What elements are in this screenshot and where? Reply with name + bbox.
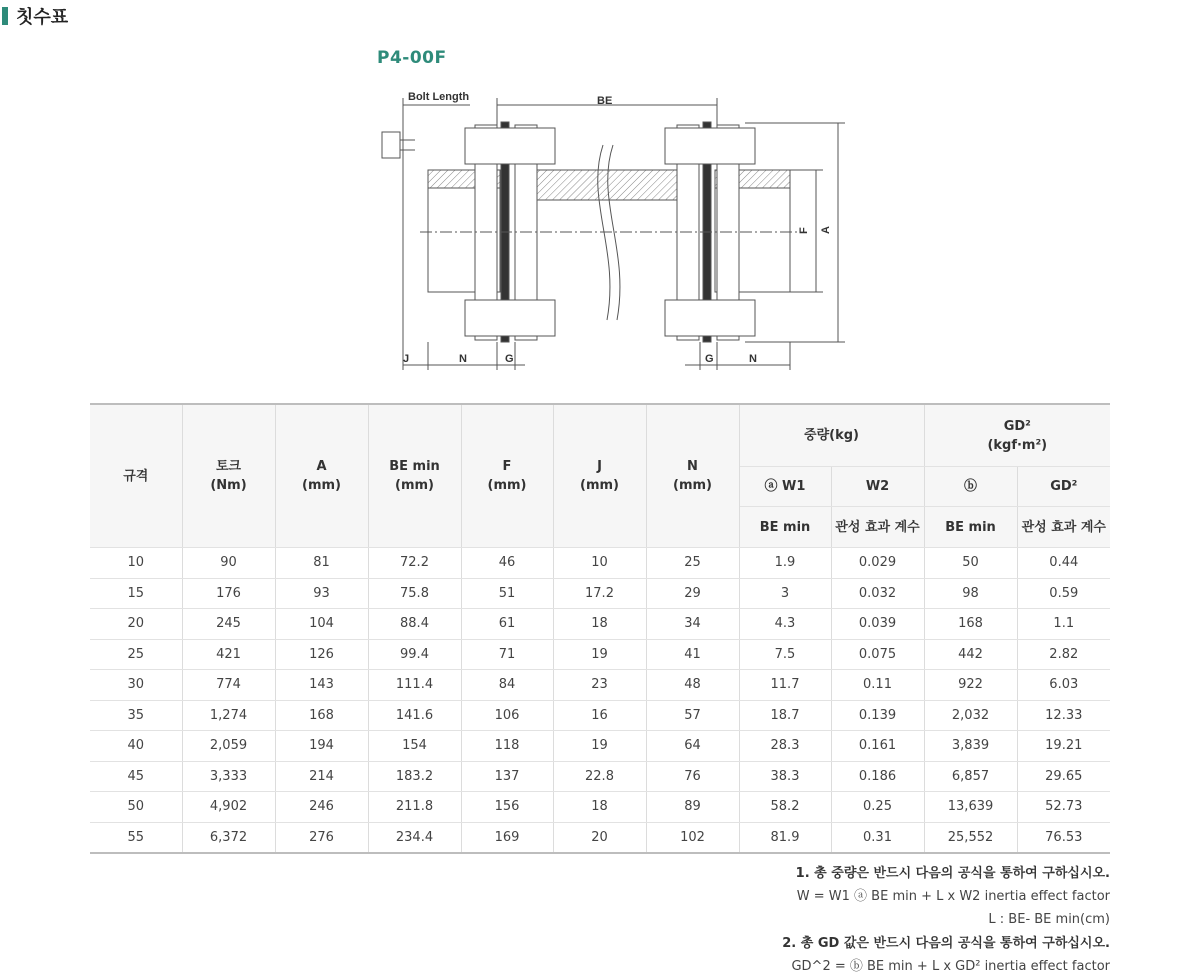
table-cell: 13,639 <box>924 792 1017 823</box>
table-cell: 45 <box>90 761 182 792</box>
table-cell: 34 <box>646 609 739 640</box>
table-cell: 137 <box>461 761 553 792</box>
coupling-dimension-drawing <box>375 80 845 375</box>
note-1: 1. 총 중량은 반드시 다음의 공식을 통하여 구하십시오. <box>795 866 1110 881</box>
table-cell: 38.3 <box>739 761 831 792</box>
table-cell: 25 <box>646 548 739 579</box>
table-cell: 18 <box>553 792 646 823</box>
table-cell: 16 <box>553 700 646 731</box>
table-cell: 0.075 <box>831 639 924 670</box>
f-label: F <box>798 227 810 234</box>
table-cell: 41 <box>646 639 739 670</box>
table-row <box>90 761 1110 792</box>
table-cell: 3,839 <box>924 731 1017 762</box>
table-cell: 71 <box>461 639 553 670</box>
table-cell: 55 <box>90 822 182 853</box>
table-cell: 12.33 <box>1017 700 1110 731</box>
header-inertia: 관성 효과 계수 <box>831 507 924 548</box>
table-cell: 20 <box>90 609 182 640</box>
table-cell: 19 <box>553 731 646 762</box>
header-f: F (mm) <box>461 404 553 548</box>
be-label: BE <box>597 95 613 107</box>
bolt-length-label: Bolt Length <box>408 91 470 103</box>
table-cell: 20 <box>553 822 646 853</box>
table-cell: 29.65 <box>1017 761 1110 792</box>
table-cell: 2.82 <box>1017 639 1110 670</box>
table-row <box>90 548 1110 579</box>
table-cell: 48 <box>646 670 739 701</box>
table-cell: 93 <box>275 578 368 609</box>
header-gd2-sub: GD² <box>1017 467 1110 507</box>
table-cell: 102 <box>646 822 739 853</box>
table-cell: 18 <box>553 609 646 640</box>
header-w2: W2 <box>831 467 924 507</box>
table-cell: 51 <box>461 578 553 609</box>
table-cell: 19 <box>553 639 646 670</box>
title-accent-bar <box>2 7 8 25</box>
table-cell: 6.03 <box>1017 670 1110 701</box>
header-torque: 토크 (Nm) <box>182 404 275 548</box>
table-cell: 0.039 <box>831 609 924 640</box>
table-cell: 57 <box>646 700 739 731</box>
table-cell: 50 <box>90 792 182 823</box>
table-cell: 183.2 <box>368 761 461 792</box>
table-cell: 0.31 <box>831 822 924 853</box>
header-b-mark: ⓑ <box>924 467 1017 507</box>
table-row <box>90 792 1110 823</box>
table-row <box>90 822 1110 853</box>
table-cell: 10 <box>553 548 646 579</box>
n-label-left: N <box>459 353 467 365</box>
table-cell: 154 <box>368 731 461 762</box>
table-cell: 98 <box>924 578 1017 609</box>
table-cell: 1,274 <box>182 700 275 731</box>
table-row <box>90 670 1110 701</box>
table-row <box>90 609 1110 640</box>
table-cell: 99.4 <box>368 639 461 670</box>
table-cell: 89 <box>646 792 739 823</box>
note-2: 2. 총 GD 값은 반드시 다음의 공식을 통하여 구하십시오. <box>782 935 1110 951</box>
table-cell: 72.2 <box>368 548 461 579</box>
table-cell: 64 <box>646 731 739 762</box>
table-cell: 76 <box>646 761 739 792</box>
table-cell: 0.11 <box>831 670 924 701</box>
table-cell: 211.8 <box>368 792 461 823</box>
table-cell: 234.4 <box>368 822 461 853</box>
table-cell: 4.3 <box>739 609 831 640</box>
a-label: A <box>820 226 832 234</box>
table-cell: 3 <box>739 578 831 609</box>
note-weight-formula: W = W1 ⓐ BE min + L x W2 inertia effect factor <box>796 889 1110 905</box>
table-cell: 61 <box>461 609 553 640</box>
header-w1: ⓐ W1 <box>739 467 831 507</box>
table-row <box>90 731 1110 762</box>
header-gd2: GD² (kgf·m²) <box>924 404 1110 467</box>
table-cell: 118 <box>461 731 553 762</box>
table-cell: 25 <box>90 639 182 670</box>
table-cell: 15 <box>90 578 182 609</box>
table-cell: 156 <box>461 792 553 823</box>
section-title <box>0 4 68 28</box>
table-cell: 922 <box>924 670 1017 701</box>
table-cell: 0.139 <box>831 700 924 731</box>
table-cell: 76.53 <box>1017 822 1110 853</box>
table-cell: 17.2 <box>553 578 646 609</box>
header-inertia2: 관성 효과 계수 <box>1017 507 1110 548</box>
table-cell: 0.186 <box>831 761 924 792</box>
table-cell: 176 <box>182 578 275 609</box>
table-cell: 90 <box>182 548 275 579</box>
formula-notes <box>782 862 1110 978</box>
table-cell: 245 <box>182 609 275 640</box>
table-cell: 276 <box>275 822 368 853</box>
table-cell: 81.9 <box>739 822 831 853</box>
table-cell: 214 <box>275 761 368 792</box>
table-cell: 0.44 <box>1017 548 1110 579</box>
table-row <box>90 578 1110 609</box>
n-label-right: N <box>749 353 757 365</box>
table-cell: 88.4 <box>368 609 461 640</box>
table-cell: 0.161 <box>831 731 924 762</box>
table-cell: 6,372 <box>182 822 275 853</box>
table-cell: 126 <box>275 639 368 670</box>
table-cell: 1.1 <box>1017 609 1110 640</box>
table-row <box>90 639 1110 670</box>
table-cell: 50 <box>924 548 1017 579</box>
table-cell: 18.7 <box>739 700 831 731</box>
table-cell: 168 <box>275 700 368 731</box>
table-cell: 0.029 <box>831 548 924 579</box>
table-cell: 421 <box>182 639 275 670</box>
table-cell: 25,552 <box>924 822 1017 853</box>
table-cell: 52.73 <box>1017 792 1110 823</box>
table-cell: 28.3 <box>739 731 831 762</box>
note-gd2-formula: GD^2 = ⓑ BE min + L x GD² inertia effect factor <box>791 958 1110 974</box>
table-cell: 169 <box>461 822 553 853</box>
table-cell: 106 <box>461 700 553 731</box>
note-l-definition: L : BE- BE min(cm) <box>988 912 1110 928</box>
table-cell: 104 <box>275 609 368 640</box>
table-cell: 246 <box>275 792 368 823</box>
table-cell: 1.9 <box>739 548 831 579</box>
table-cell: 0.59 <box>1017 578 1110 609</box>
table-cell: 10 <box>90 548 182 579</box>
g-label-left: G <box>505 353 514 365</box>
table-cell: 2,059 <box>182 731 275 762</box>
header-a: A (mm) <box>275 404 368 548</box>
table-cell: 35 <box>90 700 182 731</box>
header-be-min-sub2: BE min <box>924 507 1017 548</box>
table-cell: 29 <box>646 578 739 609</box>
table-cell: 0.032 <box>831 578 924 609</box>
header-size: 규격 <box>90 404 182 548</box>
table-cell: 774 <box>182 670 275 701</box>
table-cell: 143 <box>275 670 368 701</box>
table-cell: 58.2 <box>739 792 831 823</box>
table-cell: 141.6 <box>368 700 461 731</box>
j-label: J <box>403 353 410 365</box>
table-cell: 46 <box>461 548 553 579</box>
header-j: J (mm) <box>553 404 646 548</box>
table-cell: 168 <box>924 609 1017 640</box>
table-cell: 0.25 <box>831 792 924 823</box>
table-cell: 75.8 <box>368 578 461 609</box>
table-cell: 81 <box>275 548 368 579</box>
table-cell: 11.7 <box>739 670 831 701</box>
header-be-min-sub: BE min <box>739 507 831 548</box>
g-label-right: G <box>705 353 714 365</box>
table-cell: 442 <box>924 639 1017 670</box>
table-cell: 23 <box>553 670 646 701</box>
model-name: P4-00F <box>377 48 447 68</box>
table-cell: 194 <box>275 731 368 762</box>
table-cell: 4,902 <box>182 792 275 823</box>
header-be-min: BE min (mm) <box>368 404 461 548</box>
table-cell: 30 <box>90 670 182 701</box>
table-cell: 22.8 <box>553 761 646 792</box>
table-cell: 2,032 <box>924 700 1017 731</box>
table-cell: 84 <box>461 670 553 701</box>
dimension-table <box>90 403 1110 854</box>
table-row <box>90 700 1110 731</box>
table-cell: 6,857 <box>924 761 1017 792</box>
header-weight: 중량(kg) <box>739 404 924 467</box>
table-cell: 40 <box>90 731 182 762</box>
table-cell: 19.21 <box>1017 731 1110 762</box>
section-title-text: 칫수표 <box>16 7 69 28</box>
table-cell: 3,333 <box>182 761 275 792</box>
table-cell: 111.4 <box>368 670 461 701</box>
table-cell: 7.5 <box>739 639 831 670</box>
header-n: N (mm) <box>646 404 739 548</box>
